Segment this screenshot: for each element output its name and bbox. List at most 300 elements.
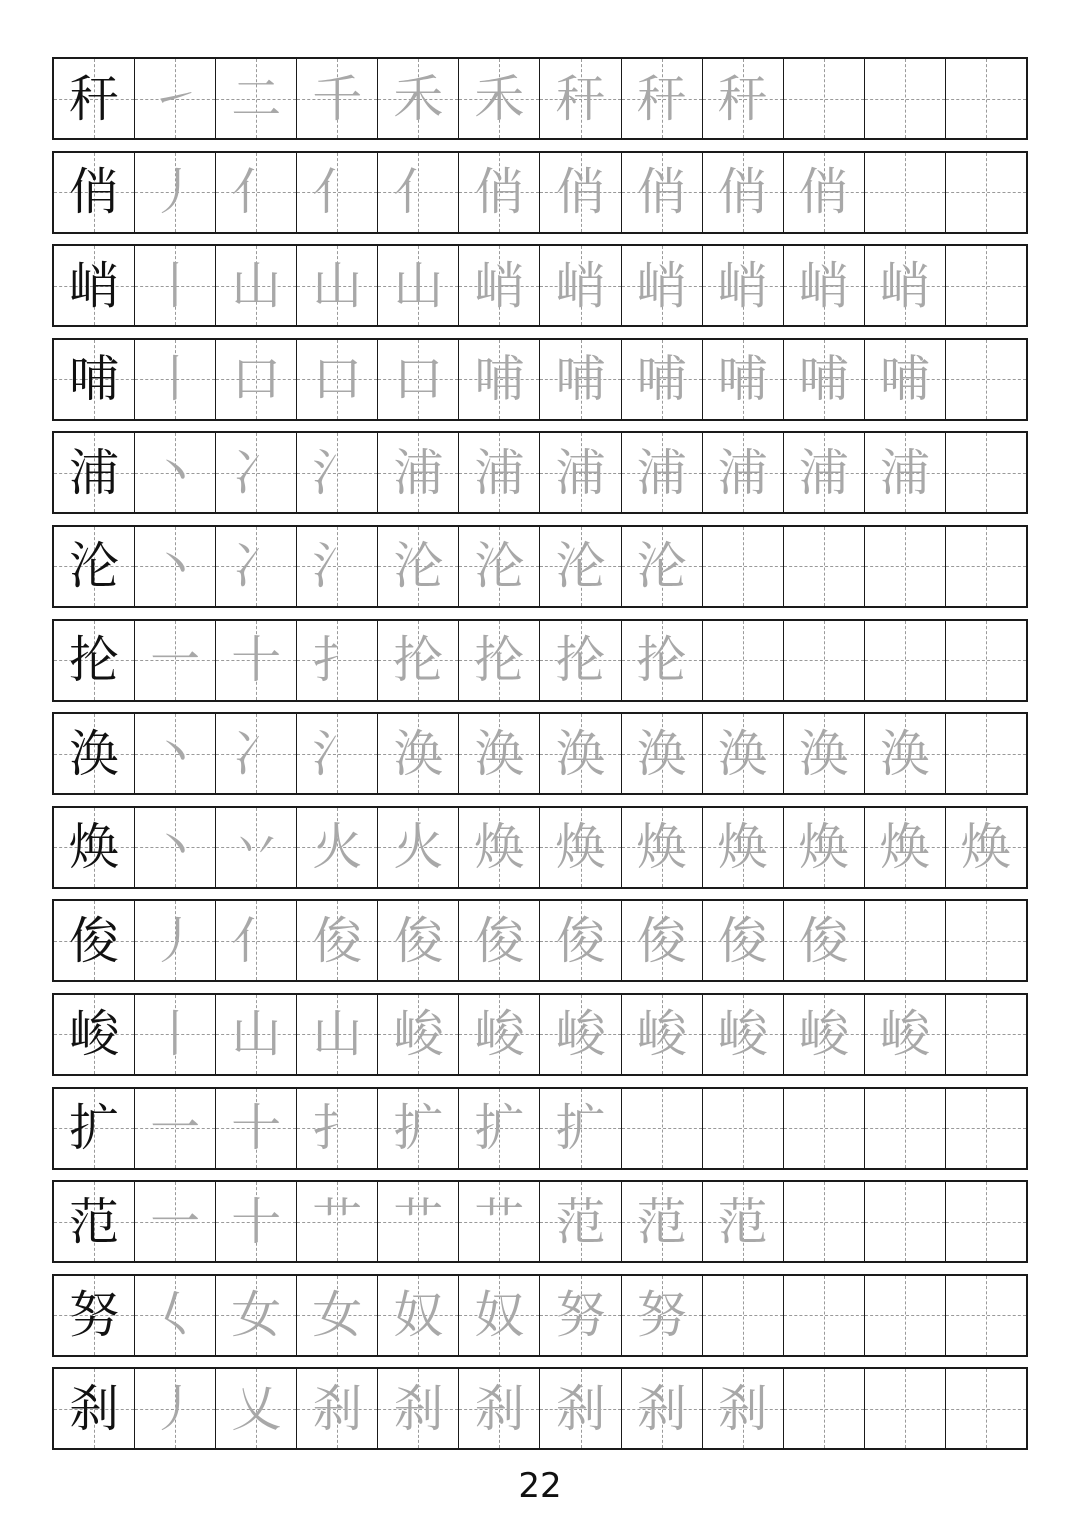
stroke-step-cell xyxy=(784,901,865,980)
stroke-step-cell xyxy=(378,433,459,512)
stroke-step-cell xyxy=(297,1276,378,1355)
stroke-step: 禾 xyxy=(474,69,525,128)
stroke-step-cell xyxy=(297,433,378,512)
stroke-step-cell xyxy=(784,621,865,700)
stroke-step: 秆 xyxy=(636,69,687,128)
stroke-step-cell xyxy=(378,340,459,419)
stroke-step-cell xyxy=(946,1089,1026,1168)
stroke-step: 焕 xyxy=(474,818,525,877)
stroke-step: 抡 xyxy=(555,631,606,690)
stroke-step-cell xyxy=(540,340,621,419)
stroke-step-cell xyxy=(622,433,703,512)
model-character-cell xyxy=(54,1089,135,1168)
stroke-step-cell xyxy=(216,995,297,1074)
model-character-cell xyxy=(54,621,135,700)
stroke-step-cell xyxy=(297,340,378,419)
stroke-step-cell xyxy=(622,714,703,793)
practice-row xyxy=(52,338,1028,421)
stroke-step-cell xyxy=(135,714,216,793)
stroke-step: 范 xyxy=(555,1192,606,1251)
stroke-step: 刹 xyxy=(312,1379,363,1438)
stroke-step: 峻 xyxy=(636,1005,687,1064)
model-character: 俊 xyxy=(69,911,120,970)
stroke-step: 冫 xyxy=(231,537,282,596)
stroke-step: 丶 xyxy=(150,818,201,877)
stroke-step: 俊 xyxy=(474,911,525,970)
practice-row xyxy=(52,619,1028,702)
stroke-step: 涣 xyxy=(636,724,687,783)
stroke-step: 涣 xyxy=(798,724,849,783)
stroke-step-cell xyxy=(297,621,378,700)
stroke-step: 扌 xyxy=(312,631,363,690)
stroke-step-cell xyxy=(378,714,459,793)
stroke-step-cell xyxy=(135,1089,216,1168)
stroke-step: 哺 xyxy=(555,350,606,409)
stroke-step: 峭 xyxy=(474,256,525,315)
stroke-step-cell xyxy=(297,714,378,793)
stroke-step: 丷 xyxy=(231,818,282,877)
stroke-step: 努 xyxy=(555,1286,606,1345)
stroke-step: 峻 xyxy=(393,1005,444,1064)
model-character: 峭 xyxy=(69,256,120,315)
stroke-step-cell xyxy=(540,1369,621,1448)
stroke-step: 焕 xyxy=(555,818,606,877)
stroke-step-cell xyxy=(540,995,621,1074)
stroke-step-cell xyxy=(135,59,216,138)
stroke-step: 扩 xyxy=(393,1099,444,1158)
stroke-step-cell xyxy=(459,1089,540,1168)
stroke-step: 扩 xyxy=(474,1099,525,1158)
model-character: 峻 xyxy=(69,1005,120,1064)
stroke-step: 冫 xyxy=(231,443,282,502)
stroke-step-cell xyxy=(622,340,703,419)
stroke-step-cell xyxy=(459,714,540,793)
stroke-step: 哺 xyxy=(474,350,525,409)
stroke-step-cell xyxy=(784,527,865,606)
stroke-step-cell xyxy=(784,1276,865,1355)
stroke-step-cell xyxy=(622,246,703,325)
stroke-step: 俏 xyxy=(636,163,687,222)
stroke-step: 火 xyxy=(393,818,444,877)
stroke-step-cell xyxy=(703,1276,784,1355)
stroke-step: 涣 xyxy=(474,724,525,783)
stroke-step-cell xyxy=(540,59,621,138)
stroke-step-cell xyxy=(622,59,703,138)
stroke-step-cell xyxy=(135,1182,216,1261)
stroke-step-cell xyxy=(946,1276,1026,1355)
model-character: 范 xyxy=(69,1192,120,1251)
stroke-step-cell xyxy=(297,1089,378,1168)
stroke-step: 刹 xyxy=(555,1379,606,1438)
stroke-step-cell xyxy=(378,527,459,606)
stroke-step-cell xyxy=(378,621,459,700)
practice-row xyxy=(52,993,1028,1076)
stroke-step: 丨 xyxy=(150,1005,201,1064)
stroke-step-cell xyxy=(784,995,865,1074)
stroke-step: 火 xyxy=(312,818,363,877)
stroke-step: 俏 xyxy=(717,163,768,222)
stroke-step-cell xyxy=(946,246,1026,325)
stroke-step: 浦 xyxy=(393,443,444,502)
practice-row xyxy=(52,1180,1028,1263)
stroke-step-cell xyxy=(622,1089,703,1168)
stroke-step: 哺 xyxy=(636,350,687,409)
stroke-step-cell xyxy=(784,340,865,419)
practice-row xyxy=(52,244,1028,327)
stroke-step-cell xyxy=(135,433,216,512)
stroke-step-cell xyxy=(622,1276,703,1355)
stroke-step-cell xyxy=(865,340,946,419)
stroke-step-cell xyxy=(622,1369,703,1448)
practice-sheet xyxy=(52,57,1028,1461)
stroke-step: 抡 xyxy=(393,631,444,690)
stroke-step: 刹 xyxy=(474,1379,525,1438)
stroke-step-cell xyxy=(622,527,703,606)
stroke-step: 峻 xyxy=(798,1005,849,1064)
stroke-step-cell xyxy=(622,808,703,887)
stroke-step: 浦 xyxy=(717,443,768,502)
stroke-step: 范 xyxy=(717,1192,768,1251)
model-character: 涣 xyxy=(69,724,120,783)
stroke-step: 十 xyxy=(231,1192,282,1251)
stroke-step-cell xyxy=(135,1276,216,1355)
stroke-step-cell xyxy=(946,340,1026,419)
stroke-step: 乂 xyxy=(231,1379,282,1438)
stroke-step-cell xyxy=(216,153,297,232)
stroke-step: 口 xyxy=(312,350,363,409)
stroke-step-cell xyxy=(865,1182,946,1261)
stroke-step: 丶 xyxy=(150,724,201,783)
stroke-step: 抡 xyxy=(636,631,687,690)
stroke-step: 丶 xyxy=(150,537,201,596)
stroke-step: 俏 xyxy=(798,163,849,222)
stroke-step-cell xyxy=(865,714,946,793)
stroke-step-cell xyxy=(459,59,540,138)
model-character-cell xyxy=(54,246,135,325)
stroke-step: 哺 xyxy=(798,350,849,409)
stroke-step-cell xyxy=(865,1276,946,1355)
stroke-step-cell xyxy=(946,527,1026,606)
stroke-step-cell xyxy=(784,246,865,325)
stroke-step: 努 xyxy=(636,1286,687,1345)
stroke-step-cell xyxy=(216,1182,297,1261)
stroke-step-cell xyxy=(540,1182,621,1261)
stroke-step-cell xyxy=(946,1369,1026,1448)
model-character: 秆 xyxy=(69,69,120,128)
stroke-step: 亻 xyxy=(231,911,282,970)
stroke-step-cell xyxy=(946,433,1026,512)
stroke-step-cell xyxy=(703,621,784,700)
stroke-step-cell xyxy=(459,527,540,606)
stroke-step-cell xyxy=(135,340,216,419)
stroke-step: 一 xyxy=(150,1099,201,1158)
stroke-step: 俊 xyxy=(798,911,849,970)
stroke-step-cell xyxy=(135,621,216,700)
stroke-step: 沦 xyxy=(393,537,444,596)
stroke-step: 扩 xyxy=(555,1099,606,1158)
stroke-step: 刹 xyxy=(393,1379,444,1438)
stroke-step-cell xyxy=(703,1369,784,1448)
stroke-step: 俏 xyxy=(474,163,525,222)
stroke-step-cell xyxy=(703,1182,784,1261)
model-character: 抡 xyxy=(69,631,120,690)
stroke-step-cell xyxy=(216,59,297,138)
stroke-step-cell xyxy=(784,433,865,512)
stroke-step: 峻 xyxy=(474,1005,525,1064)
stroke-step-cell xyxy=(297,527,378,606)
stroke-step-cell xyxy=(135,527,216,606)
stroke-step: 俊 xyxy=(636,911,687,970)
stroke-step-cell xyxy=(703,340,784,419)
model-character: 刹 xyxy=(69,1379,120,1438)
stroke-step: 氵 xyxy=(312,443,363,502)
stroke-step: 亻 xyxy=(231,163,282,222)
stroke-step-cell xyxy=(540,246,621,325)
stroke-step: 俏 xyxy=(555,163,606,222)
stroke-step-cell xyxy=(459,1182,540,1261)
stroke-step: 十 xyxy=(231,631,282,690)
stroke-step: 口 xyxy=(231,350,282,409)
stroke-step-cell xyxy=(459,1276,540,1355)
stroke-step-cell xyxy=(216,246,297,325)
model-character-cell xyxy=(54,1182,135,1261)
stroke-step-cell xyxy=(784,1369,865,1448)
stroke-step-cell xyxy=(459,340,540,419)
model-character-cell xyxy=(54,995,135,1074)
stroke-step: 女 xyxy=(231,1286,282,1345)
stroke-step-cell xyxy=(703,246,784,325)
stroke-step-cell xyxy=(378,901,459,980)
stroke-step: 禾 xyxy=(393,69,444,128)
stroke-step-cell xyxy=(459,1369,540,1448)
stroke-step-cell xyxy=(297,246,378,325)
stroke-step: 沦 xyxy=(636,537,687,596)
stroke-step-cell xyxy=(297,1369,378,1448)
stroke-step: 艹 xyxy=(393,1192,444,1251)
stroke-step-cell xyxy=(865,1369,946,1448)
stroke-step: 氵 xyxy=(312,537,363,596)
stroke-step-cell xyxy=(540,433,621,512)
stroke-step: 千 xyxy=(312,69,363,128)
stroke-step-cell xyxy=(540,1276,621,1355)
model-character-cell xyxy=(54,1276,135,1355)
stroke-step: 𡿨 xyxy=(150,1286,201,1345)
stroke-step-cell xyxy=(865,59,946,138)
stroke-step-cell xyxy=(459,901,540,980)
stroke-step-cell xyxy=(703,995,784,1074)
stroke-step-cell xyxy=(946,1182,1026,1261)
stroke-step-cell xyxy=(946,153,1026,232)
model-character-cell xyxy=(54,527,135,606)
stroke-step: 氵 xyxy=(312,724,363,783)
stroke-step: 哺 xyxy=(879,350,930,409)
practice-row xyxy=(52,1274,1028,1357)
stroke-step-cell xyxy=(946,59,1026,138)
practice-row xyxy=(52,712,1028,795)
stroke-step: 秆 xyxy=(717,69,768,128)
stroke-step: 俊 xyxy=(393,911,444,970)
stroke-step-cell xyxy=(378,1276,459,1355)
stroke-step: 沦 xyxy=(474,537,525,596)
stroke-step-cell xyxy=(865,808,946,887)
stroke-step: 亻 xyxy=(312,163,363,222)
model-character: 沦 xyxy=(69,537,120,596)
model-character: 扩 xyxy=(69,1099,120,1158)
stroke-step-cell xyxy=(540,901,621,980)
stroke-step: 涣 xyxy=(555,724,606,783)
stroke-step: 俊 xyxy=(555,911,606,970)
model-character: 浦 xyxy=(69,443,120,502)
stroke-step: 二 xyxy=(231,69,282,128)
stroke-step: 峻 xyxy=(717,1005,768,1064)
stroke-step: 沦 xyxy=(555,537,606,596)
stroke-step-cell xyxy=(216,527,297,606)
stroke-step-cell xyxy=(865,621,946,700)
stroke-step-cell xyxy=(459,153,540,232)
stroke-step-cell xyxy=(378,808,459,887)
stroke-step: 一 xyxy=(150,1192,201,1251)
stroke-step: 艹 xyxy=(474,1192,525,1251)
stroke-step-cell xyxy=(216,1369,297,1448)
stroke-step: 丨 xyxy=(150,350,201,409)
stroke-step: 抡 xyxy=(474,631,525,690)
stroke-step: ㇀ xyxy=(150,69,201,128)
stroke-step-cell xyxy=(378,995,459,1074)
stroke-step: 哺 xyxy=(717,350,768,409)
stroke-step: 艹 xyxy=(312,1192,363,1251)
stroke-step-cell xyxy=(946,995,1026,1074)
stroke-step-cell xyxy=(216,1276,297,1355)
stroke-step: 浦 xyxy=(798,443,849,502)
stroke-step-cell xyxy=(540,714,621,793)
stroke-step-cell xyxy=(946,901,1026,980)
model-character-cell xyxy=(54,153,135,232)
stroke-step-cell xyxy=(784,59,865,138)
stroke-step: 浦 xyxy=(474,443,525,502)
stroke-step-cell xyxy=(540,808,621,887)
stroke-step-cell xyxy=(135,808,216,887)
stroke-step-cell xyxy=(703,59,784,138)
stroke-step: 浦 xyxy=(636,443,687,502)
stroke-step-cell xyxy=(865,1089,946,1168)
stroke-step-cell xyxy=(378,1182,459,1261)
practice-row xyxy=(52,899,1028,982)
stroke-step-cell xyxy=(622,995,703,1074)
practice-row xyxy=(52,431,1028,514)
stroke-step-cell xyxy=(459,621,540,700)
stroke-step: 丶 xyxy=(150,443,201,502)
stroke-step: 山 xyxy=(312,1005,363,1064)
stroke-step-cell xyxy=(216,1089,297,1168)
stroke-step-cell xyxy=(946,808,1026,887)
stroke-step-cell xyxy=(540,527,621,606)
stroke-step-cell xyxy=(622,621,703,700)
stroke-step-cell xyxy=(540,1089,621,1168)
stroke-step-cell xyxy=(784,808,865,887)
stroke-step: 涣 xyxy=(879,724,930,783)
stroke-step: 秆 xyxy=(555,69,606,128)
model-character-cell xyxy=(54,714,135,793)
stroke-step-cell xyxy=(216,621,297,700)
stroke-step-cell xyxy=(865,153,946,232)
stroke-step-cell xyxy=(459,995,540,1074)
practice-row xyxy=(52,806,1028,889)
stroke-step: 范 xyxy=(636,1192,687,1251)
stroke-step: 峭 xyxy=(879,256,930,315)
stroke-step: 山 xyxy=(231,256,282,315)
stroke-step-cell xyxy=(459,433,540,512)
stroke-step-cell xyxy=(784,153,865,232)
model-character: 哺 xyxy=(69,350,120,409)
stroke-step: 峭 xyxy=(717,256,768,315)
stroke-step-cell xyxy=(703,433,784,512)
stroke-step: 焕 xyxy=(879,818,930,877)
stroke-step-cell xyxy=(703,808,784,887)
stroke-step-cell xyxy=(784,1182,865,1261)
stroke-step-cell xyxy=(216,808,297,887)
stroke-step: 峭 xyxy=(636,256,687,315)
stroke-step-cell xyxy=(297,59,378,138)
stroke-step-cell xyxy=(540,621,621,700)
stroke-step: 俊 xyxy=(312,911,363,970)
stroke-step-cell xyxy=(865,246,946,325)
stroke-step: 山 xyxy=(231,1005,282,1064)
stroke-step-cell xyxy=(297,153,378,232)
model-character-cell xyxy=(54,808,135,887)
stroke-step-cell xyxy=(703,153,784,232)
stroke-step-cell xyxy=(946,621,1026,700)
stroke-step-cell xyxy=(622,901,703,980)
stroke-step-cell xyxy=(378,1369,459,1448)
stroke-step: 十 xyxy=(231,1099,282,1158)
stroke-step-cell xyxy=(216,901,297,980)
stroke-step: 峭 xyxy=(555,256,606,315)
model-character-cell xyxy=(54,433,135,512)
stroke-step-cell xyxy=(946,714,1026,793)
practice-row xyxy=(52,57,1028,140)
stroke-step-cell xyxy=(378,1089,459,1168)
stroke-step: 山 xyxy=(312,256,363,315)
stroke-step: 焕 xyxy=(717,818,768,877)
stroke-step: 丿 xyxy=(150,163,201,222)
stroke-step: 焕 xyxy=(960,818,1011,877)
stroke-step: 峻 xyxy=(555,1005,606,1064)
stroke-step: 丨 xyxy=(150,256,201,315)
stroke-step-cell xyxy=(784,714,865,793)
stroke-step-cell xyxy=(784,1089,865,1168)
stroke-step-cell xyxy=(703,714,784,793)
stroke-step-cell xyxy=(378,246,459,325)
stroke-step: 涣 xyxy=(393,724,444,783)
stroke-step: 山 xyxy=(393,256,444,315)
model-character: 焕 xyxy=(69,818,120,877)
stroke-step-cell xyxy=(216,714,297,793)
stroke-step-cell xyxy=(622,153,703,232)
stroke-step-cell xyxy=(135,153,216,232)
practice-row xyxy=(52,525,1028,608)
stroke-step: 奴 xyxy=(393,1286,444,1345)
stroke-step: 扌 xyxy=(312,1099,363,1158)
stroke-step-cell xyxy=(135,901,216,980)
stroke-step-cell xyxy=(703,527,784,606)
stroke-step: 丿 xyxy=(150,911,201,970)
stroke-step-cell xyxy=(216,433,297,512)
stroke-step-cell xyxy=(865,433,946,512)
stroke-step-cell xyxy=(378,153,459,232)
stroke-step-cell xyxy=(297,901,378,980)
stroke-step-cell xyxy=(703,901,784,980)
stroke-step-cell xyxy=(297,1182,378,1261)
